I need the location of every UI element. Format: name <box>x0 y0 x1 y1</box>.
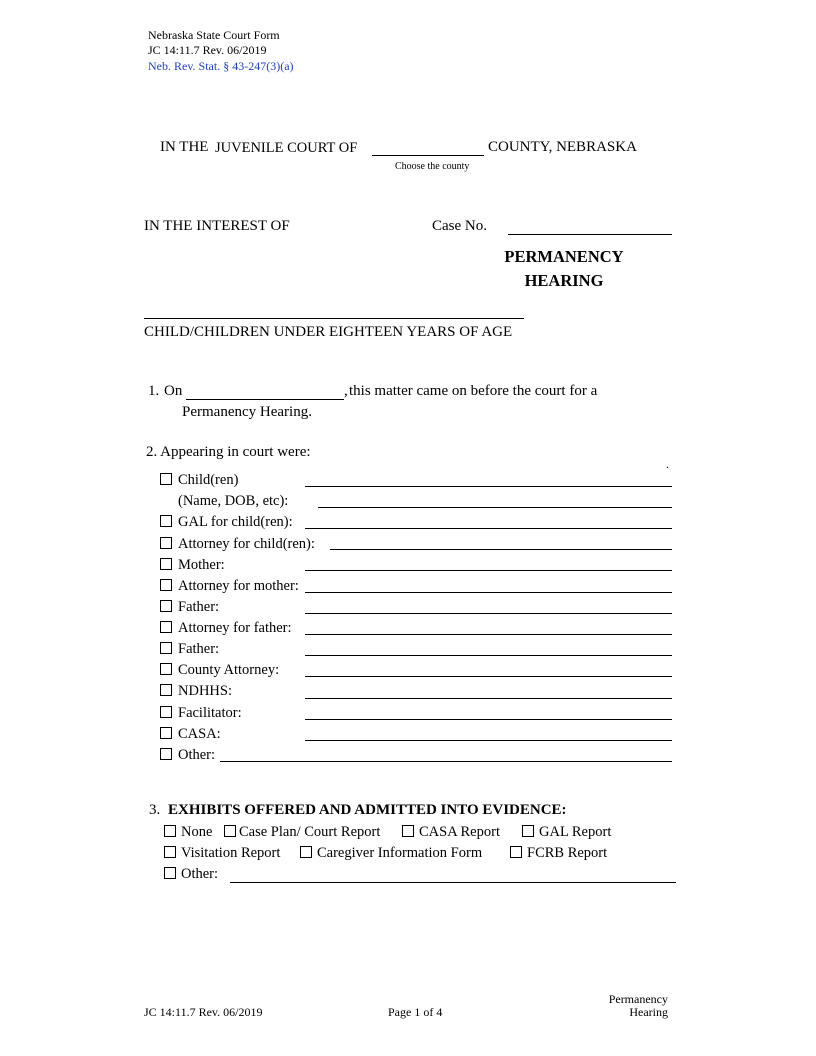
exhibit-label: Other: <box>181 866 219 882</box>
party-field[interactable] <box>305 634 672 635</box>
checkbox[interactable] <box>160 684 172 696</box>
checkbox[interactable] <box>402 825 414 837</box>
exhibit-option <box>300 845 482 862</box>
party-field[interactable] <box>305 528 672 529</box>
party-label: Attorney for mother: <box>178 578 299 594</box>
party-row <box>160 619 292 637</box>
party-label: Father: <box>178 641 220 657</box>
exhibit-label: CASA Report <box>419 824 500 840</box>
checkbox[interactable] <box>164 825 176 837</box>
party-label: GAL for child(ren): <box>178 514 293 530</box>
exhibit-option <box>510 845 607 862</box>
exhibit-option <box>164 845 280 862</box>
party-field[interactable] <box>220 761 672 762</box>
party-row <box>160 513 293 531</box>
party-field[interactable] <box>305 613 672 614</box>
party-row <box>160 535 315 553</box>
checkbox[interactable] <box>160 579 172 591</box>
party-row <box>160 704 242 722</box>
party-field[interactable] <box>305 655 672 656</box>
party-label: Other: <box>178 747 216 763</box>
party-row <box>160 640 219 658</box>
checkbox[interactable] <box>160 706 172 718</box>
party-row <box>160 725 221 743</box>
party-row <box>160 682 232 700</box>
party-label: County Attorney: <box>178 662 280 678</box>
party-row <box>160 577 299 595</box>
hearing-date-field[interactable] <box>186 399 344 400</box>
checkbox[interactable] <box>160 537 172 549</box>
party-field[interactable] <box>305 570 672 571</box>
exhibit-label: Visitation Report <box>181 845 281 861</box>
section1-number: 1. <box>148 383 160 399</box>
party-field[interactable] <box>305 676 672 677</box>
footer-title-line1: Permanency <box>608 992 668 1006</box>
party-row <box>160 598 219 616</box>
checkbox[interactable] <box>522 825 534 837</box>
checkbox[interactable] <box>160 558 172 570</box>
party-row <box>160 556 225 574</box>
party-field[interactable] <box>305 740 672 741</box>
party-label: Facilitator: <box>178 705 242 721</box>
party-label: Attorney for father: <box>178 620 292 636</box>
exhibit-label: FCRB Report <box>527 845 608 861</box>
exhibit-option <box>224 824 380 841</box>
party-label: Attorney for child(ren): <box>178 536 315 552</box>
interest-of-label: IN THE INTEREST OF <box>144 218 290 234</box>
party-label: NDHHS: <box>178 683 232 699</box>
statute-link[interactable]: Neb. Rev. Stat. § 43-247(3)(a) <box>148 59 294 73</box>
checkbox[interactable] <box>164 846 176 858</box>
checkbox[interactable] <box>510 846 522 858</box>
form-code: JC 14:11.7 Rev. 06/2019 <box>148 43 267 57</box>
section1-text2: Permanency Hearing. <box>182 404 312 420</box>
section2-heading: 2. Appearing in court were: <box>146 444 311 460</box>
checkbox[interactable] <box>164 867 176 879</box>
party-label: Father: <box>178 599 220 615</box>
checkbox[interactable] <box>224 825 236 837</box>
section1-on-label: On <box>164 383 183 399</box>
party-label: Mother: <box>178 557 225 573</box>
party-label: Child(ren) <box>178 472 239 488</box>
child-name-field[interactable] <box>144 318 524 319</box>
doc-title-line2: HEARING <box>524 271 604 290</box>
checkbox[interactable] <box>160 600 172 612</box>
checkbox[interactable] <box>160 621 172 633</box>
court-prefix: IN THE <box>160 139 209 155</box>
footer-form-code: JC 14:11.7 Rev. 06/2019 <box>144 1005 263 1019</box>
party-field[interactable] <box>305 592 672 593</box>
court-name[interactable]: JUVENILE COURT OF <box>215 140 358 156</box>
section2-dot: . <box>666 457 669 471</box>
checkbox[interactable] <box>160 663 172 675</box>
checkbox[interactable] <box>160 727 172 739</box>
party-label: CASA: <box>178 726 221 742</box>
children-label: CHILD/CHILDREN UNDER EIGHTEEN YEARS OF AGE <box>144 324 513 340</box>
exhibit-label: None <box>181 824 213 840</box>
party-row-children <box>160 471 238 489</box>
case-no-label: Case No. <box>432 218 487 234</box>
party-field[interactable] <box>305 719 672 720</box>
exhibit-option <box>164 866 218 883</box>
exhibit-option <box>164 824 212 841</box>
case-no-field[interactable] <box>508 234 672 235</box>
party-row <box>160 661 279 679</box>
doc-title-line1: PERMANENCY <box>504 247 624 266</box>
exhibit-other-field[interactable] <box>230 882 676 883</box>
section1-text: this matter came on before the court for a <box>349 383 598 399</box>
exhibit-option <box>402 824 500 841</box>
footer-page-number: Page 1 of 4 <box>388 1005 443 1019</box>
county-suffix: COUNTY, NEBRASKA <box>488 139 637 155</box>
exhibit-label: Case Plan/ Court Report <box>239 824 381 840</box>
exhibit-label: GAL Report <box>539 824 612 840</box>
checkbox[interactable] <box>160 515 172 527</box>
section3-number: 3. <box>149 802 161 818</box>
party-field[interactable] <box>305 486 672 487</box>
party-field[interactable] <box>330 549 672 550</box>
county-field[interactable] <box>372 155 484 156</box>
checkbox[interactable] <box>160 748 172 760</box>
checkbox[interactable] <box>160 642 172 654</box>
children-sublabel: (Name, DOB, etc): <box>178 493 289 509</box>
exhibit-option <box>522 824 611 841</box>
exhibit-label: Caregiver Information Form <box>317 845 483 861</box>
county-hint: Choose the county <box>395 161 470 172</box>
section3-heading: EXHIBITS OFFERED AND ADMITTED INTO EVIDENCE: <box>168 802 567 818</box>
section1-comma: , <box>344 383 348 399</box>
party-field[interactable] <box>305 698 672 699</box>
checkbox[interactable] <box>160 473 172 485</box>
footer-title-line2: Hearing <box>629 1005 668 1019</box>
checkbox[interactable] <box>300 846 312 858</box>
party-row <box>160 746 215 764</box>
party-field[interactable] <box>318 507 672 508</box>
form-source: Nebraska State Court Form <box>148 28 280 42</box>
